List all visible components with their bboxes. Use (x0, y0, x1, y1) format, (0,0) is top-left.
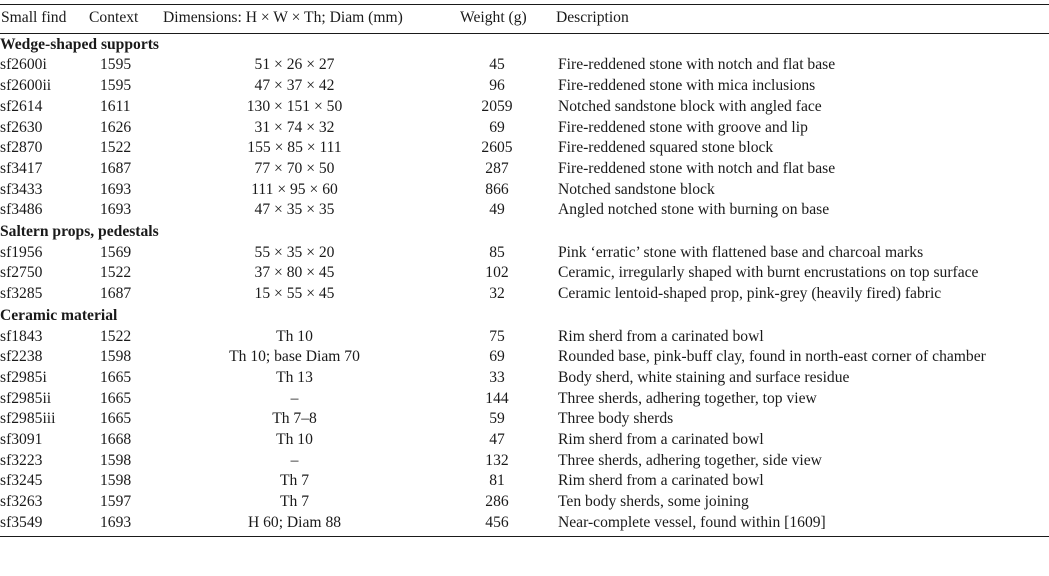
table-row (0, 430, 1049, 451)
table-row (0, 180, 1049, 201)
cell-description: Rounded base, pink-buff clay, found in north-east corner of chamber (558, 348, 986, 366)
cell-dimensions: 47 × 37 × 42 (254, 77, 335, 95)
header-dimensions: Dimensions: H × W × Th; Diam (mm) (163, 9, 403, 26)
cell-weight: 85 (489, 243, 505, 261)
cell-small-find: sf2600i (0, 56, 47, 74)
cell-small-find: sf1956 (0, 243, 43, 261)
cell-description: Rim sherd from a carinated bowl (558, 327, 764, 345)
cell-small-find: sf2985i (0, 368, 47, 386)
cell-small-find: sf3549 (0, 513, 89, 536)
cell-context: 1569 (100, 243, 132, 261)
cell-context: 1522 (100, 327, 132, 345)
cell-weight: 75 (489, 327, 505, 345)
header-row (0, 5, 1049, 34)
cell-weight: 69 (489, 118, 505, 136)
cell-small-find: sf2600ii (0, 77, 52, 95)
cell-description: Notched sandstone block with angled face (558, 97, 822, 115)
cell-description: Three sherds, adhering together, top view (558, 389, 817, 407)
table-row (0, 200, 1049, 221)
table-row (0, 263, 1049, 284)
cell-small-find: sf3223 (0, 451, 43, 469)
cell-weight: 81 (489, 472, 505, 490)
cell-dimensions: 77 × 70 × 50 (254, 159, 335, 177)
cell-context: 1693 (100, 201, 132, 219)
cell-weight: 49 (489, 201, 505, 219)
cell-context: 1598 (100, 451, 132, 469)
table-row (0, 409, 1049, 430)
table-row (0, 471, 1049, 492)
cell-dimensions: 15 × 55 × 45 (254, 285, 335, 303)
cell-dimensions: Th 7–8 (272, 410, 317, 428)
table-row (0, 347, 1049, 368)
cell-description: Fire-reddened stone with groove and lip (558, 118, 808, 136)
cell-description: Near-complete vessel, found within [1609] (556, 513, 1049, 536)
cell-description: Three body sherds (558, 410, 674, 428)
cell-context: 1693 (100, 180, 132, 198)
cell-description: Notched sandstone block (558, 180, 715, 198)
cell-small-find: sf3263 (0, 493, 43, 511)
table-row (0, 76, 1049, 97)
cell-description: Pink ‘erratic’ stone with flattened base and charcoal marks (558, 243, 924, 261)
cell-context: 1611 (100, 97, 131, 115)
cell-weight: 866 (485, 180, 509, 198)
cell-small-find: sf3486 (0, 201, 43, 219)
table-header (0, 5, 1049, 34)
cell-weight: 102 (485, 264, 509, 282)
cell-weight: 32 (489, 285, 505, 303)
table-row (0, 492, 1049, 513)
cell-context: 1522 (100, 264, 132, 282)
cell-weight: 59 (489, 410, 505, 428)
cell-small-find: sf2985ii (0, 389, 52, 407)
cell-weight: 2059 (481, 97, 513, 115)
cell-dimensions: 111 × 95 × 60 (251, 180, 338, 198)
cell-description: Rim sherd from a carinated bowl (558, 431, 764, 449)
cell-weight: 287 (485, 159, 509, 177)
header-description: Description (556, 9, 629, 26)
cell-dimensions: 55 × 35 × 20 (254, 243, 335, 261)
cell-dimensions: 37 × 80 × 45 (254, 264, 335, 282)
cell-description: Fire-reddened stone with notch and flat base (558, 56, 836, 74)
cell-description: Body sherd, white staining and surface residue (558, 368, 850, 386)
cell-small-find: sf2238 (0, 348, 43, 366)
cell-weight: 144 (485, 389, 509, 407)
table-row (0, 55, 1049, 76)
table-body (0, 33, 1049, 536)
cell-weight: 96 (489, 77, 505, 95)
table-row (0, 243, 1049, 264)
cell-dimensions: Th 10 (276, 327, 313, 345)
section-heading-row (0, 221, 1049, 243)
table-row (0, 327, 1049, 348)
cell-dimensions: Th 7 (279, 472, 310, 490)
table-row (0, 451, 1049, 472)
cell-context: 1595 (100, 56, 132, 74)
table-row (0, 159, 1049, 180)
cell-weight: 286 (485, 493, 509, 511)
cell-context: 1522 (100, 139, 132, 157)
cell-small-find: sf3091 (0, 431, 43, 449)
cell-dimensions: Th 10 (276, 431, 313, 449)
cell-context: 1665 (100, 368, 132, 386)
section-title: Ceramic material (0, 306, 118, 324)
header-small-find: Small find (1, 9, 67, 26)
cell-small-find: sf2750 (0, 264, 43, 282)
cell-weight: 2605 (481, 139, 513, 157)
cell-context: 1687 (100, 159, 132, 177)
cell-context: 1668 (100, 431, 132, 449)
cell-weight: 45 (489, 56, 505, 74)
cell-weight: 456 (460, 513, 556, 536)
cell-context: 1665 (100, 389, 132, 407)
cell-context: 1693 (89, 513, 163, 536)
cell-context: 1665 (100, 410, 132, 428)
small-finds-table (0, 4, 1049, 537)
cell-context: 1598 (100, 472, 132, 490)
cell-dimensions: 130 × 151 × 50 (246, 97, 343, 115)
cell-context: 1598 (100, 348, 132, 366)
cell-description: Ceramic lentoid-shaped prop, pink-grey (heavily fired) fabric (558, 285, 942, 303)
cell-small-find: sf3245 (0, 472, 43, 490)
cell-small-find: sf3285 (0, 285, 43, 303)
cell-small-find: sf3417 (0, 159, 43, 177)
cell-small-find: sf3433 (0, 180, 43, 198)
cell-weight: 33 (489, 368, 505, 386)
cell-dimensions: – (290, 451, 299, 469)
header-weight: Weight (g) (460, 9, 527, 26)
cell-small-find: sf2614 (0, 97, 43, 115)
table-row (0, 284, 1049, 305)
header-context: Context (89, 9, 139, 26)
table-row (0, 513, 1049, 536)
section-heading-row (0, 305, 1049, 327)
cell-small-find: sf2630 (0, 118, 43, 136)
table-row (0, 118, 1049, 139)
cell-context: 1626 (100, 118, 132, 136)
cell-context: 1597 (100, 493, 132, 511)
section-title: Saltern props, pedestals (0, 223, 159, 241)
table-row (0, 389, 1049, 410)
cell-description: Rim sherd from a carinated bowl (558, 472, 764, 490)
cell-small-find: sf2985iii (0, 410, 56, 428)
cell-weight: 47 (489, 431, 505, 449)
table-row (0, 138, 1049, 159)
cell-small-find: sf2870 (0, 139, 43, 157)
section-heading-row (0, 33, 1049, 55)
section-title: Wedge-shaped supports (0, 35, 160, 53)
cell-dimensions: Th 10; base Diam 70 (229, 348, 360, 366)
table-row (0, 97, 1049, 118)
cell-small-find: sf1843 (0, 327, 43, 345)
cell-description: Three sherds, adhering together, side view (558, 451, 822, 469)
cell-description: Angled notched stone with burning on base (558, 201, 830, 219)
cell-dimensions: Th 13 (276, 368, 313, 386)
cell-dimensions: 155 × 85 × 111 (247, 139, 342, 157)
table-row (0, 368, 1049, 389)
cell-description: Ceramic, irregularly shaped with burnt encrustations on top surface (558, 264, 979, 282)
cell-context: 1595 (100, 77, 132, 95)
cell-context: 1687 (100, 285, 132, 303)
cell-description: Fire-reddened stone with notch and flat base (558, 159, 836, 177)
cell-dimensions: Th 7 (279, 493, 310, 511)
cell-description: Fire-reddened squared stone block (558, 139, 774, 157)
cell-dimensions: 31 × 74 × 32 (254, 118, 335, 136)
cell-weight: 132 (485, 451, 509, 469)
cell-weight: 69 (489, 348, 505, 366)
cell-dimensions: – (290, 389, 299, 407)
cell-dimensions: H 60; Diam 88 (163, 513, 460, 536)
cell-dimensions: 47 × 35 × 35 (254, 201, 335, 219)
cell-description: Fire-reddened stone with mica inclusions (558, 77, 816, 95)
cell-dimensions: 51 × 26 × 27 (254, 56, 335, 74)
cell-description: Ten body sherds, some joining (558, 493, 749, 511)
